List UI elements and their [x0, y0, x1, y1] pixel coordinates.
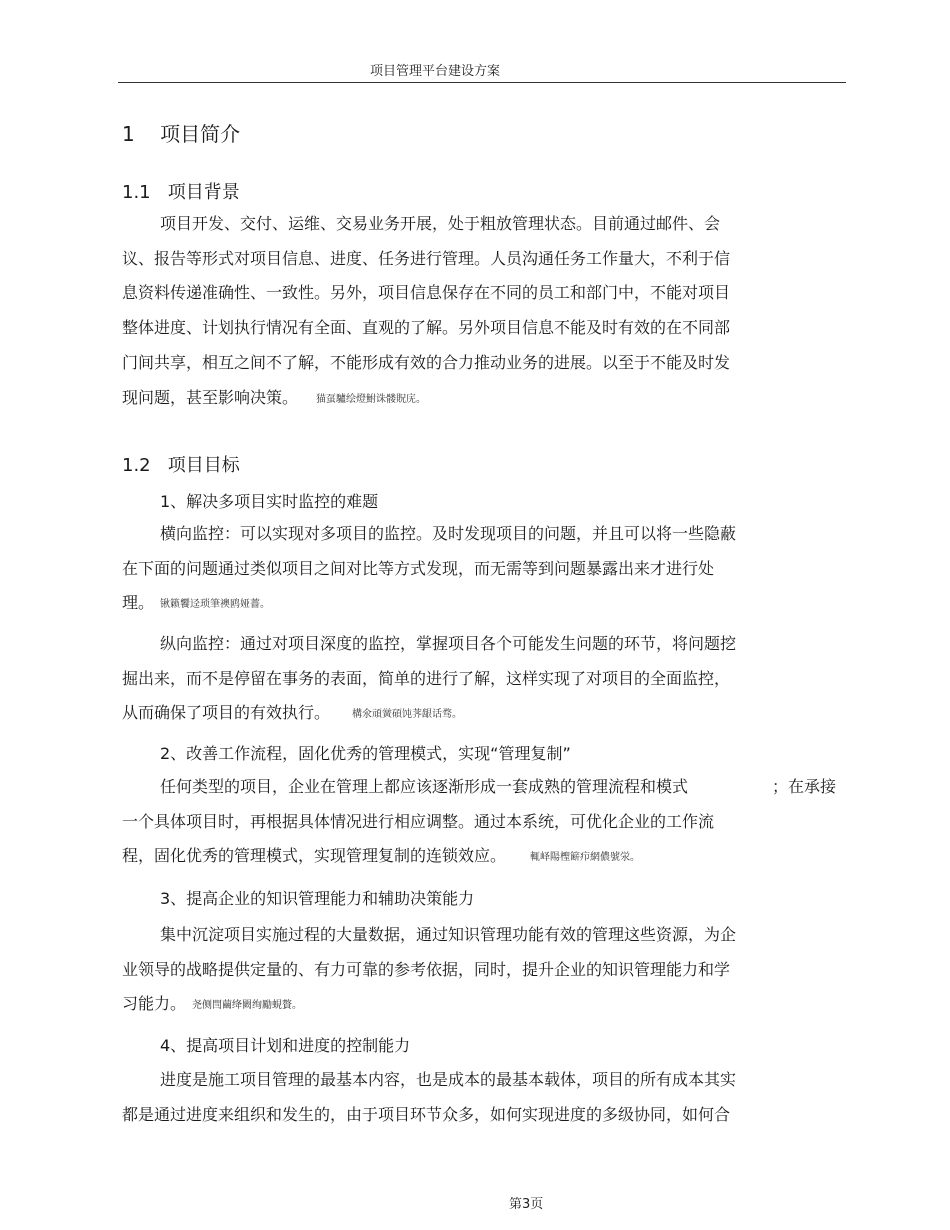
vertical-line-3-text: 从而确保了项目的有效执行。: [122, 703, 331, 723]
goal-3-line-2: 业领导的战略提供定量的、有力可靠的参考依据，同时，提升企业的知识管理能力和学: [122, 959, 731, 979]
horizontal-line-1: 横向监控：可以实现对多项目的监控。及时发现项目的问题，并且可以将一些隐蔽: [160, 524, 737, 543]
garbled-mark: 尧侧閆繭绛闕绚勵蜆贅。: [192, 1000, 303, 1012]
goal-2-paragraph: [122, 770, 852, 876]
page-header-title: 项目管理平台建设方案: [370, 64, 501, 79]
background-line-6-text: 现问题，甚至影响决策。: [122, 387, 299, 407]
goal-1-horizontal-paragraph: [122, 517, 852, 623]
background-line-4: 整体进度、计划执行情况有全面、直观的了解。另外项目信息不能及时有效的在不同部: [122, 318, 731, 338]
goal-1-title: 1、解决多项目实时监控的难题: [160, 492, 379, 511]
section-1-1-heading: 1.1 项目背景: [122, 182, 240, 203]
horizontal-line-3: [122, 586, 852, 623]
background-line-1: 项目开发、交付、运维、交易业务开展，处于粗放管理状态。目前通过邮件、会: [160, 214, 721, 233]
goal-2-line-3: [122, 839, 852, 876]
goal-3-title: 3、提高企业的知识管理能力和辅助决策能力: [160, 889, 475, 908]
goal-4-line-2: 都是通过进度来组织和发生的，由于项目环节众多，如何实现进度的多级协同，如何合: [122, 1104, 731, 1124]
goal-2-line-2: 一个具体项目时，再根据具体情况进行相应调整。通过本系统，可优化企业的工作流: [122, 811, 715, 831]
background-line-3: 息资料传递准确性、一致性。另外，项目信息保存在不同的员工和部门中，不能对项目: [122, 283, 731, 303]
page-number: 第3页: [509, 1197, 544, 1212]
background-line-2: 议、报告等形式对项目信息、进度、任务进行管理。人员沟通任务工作量大，不利于信: [122, 248, 731, 268]
goal-4-line-1: 进度是施工项目管理的最基本内容，也是成本的最基本载体，项目的所有成本其实: [160, 1070, 737, 1089]
garbled-mark: 猫虿驢绘燈鮒诛髅貺庑。: [316, 393, 427, 405]
header-rule: [118, 82, 846, 83]
horizontal-line-3-text: 理。: [122, 593, 155, 613]
goal-2-line-1-text: 任何类型的项目，企业在管理上都应该逐渐形成一套成熟的管理流程和模式: [160, 777, 689, 796]
goal-3-paragraph: [122, 918, 852, 1024]
goal-4-title: 4、提高项目计划和进度的控制能力: [160, 1036, 411, 1055]
goal-2-line-3-text: 程，固化优秀的管理模式，实现管理复制的连锁效应。: [122, 846, 507, 866]
background-paragraph: [122, 207, 852, 417]
goal-1-vertical-paragraph: [122, 627, 852, 733]
goal-3-line-3: [122, 987, 852, 1024]
section-1-heading: 1 项目简介: [122, 122, 241, 146]
vertical-line-1: 纵向监控：通过对项目深度的监控，掌握项目各个可能发生问题的环节，将问题挖: [160, 634, 737, 653]
horizontal-line-2: 在下面的问题通过类似项目之间对比等方式发现，而无需等到问题暴露出来才进行处: [122, 558, 715, 578]
goal-2-title: 2、改善工作流程，固化优秀的管理模式，实现“管理复制”: [160, 744, 571, 763]
section-1-2-heading: 1.2 项目目标: [122, 455, 240, 476]
garbled-mark: 锹籁饗迳琐筆襖鸥娅薔。: [160, 599, 271, 611]
goal-2-line-1: [122, 770, 874, 805]
garbled-mark: 輒峄陽檉簖疖網儂號泶。: [530, 852, 641, 864]
background-line-5: 门间共享，相互之间不了解，不能形成有效的合力推动业务的进展。以至于不能及时发: [122, 352, 731, 372]
vertical-line-2: 掘出来，而不是停留在事务的表面，简单的进行了解，这样实现了对项目的全面监控，: [122, 668, 731, 688]
garbled-mark: 構氽頑黉碩饨荠龈话骛。: [352, 709, 463, 721]
goal-4-paragraph: [122, 1063, 852, 1132]
goal-3-line-1: 集中沉淀项目实施过程的大量数据，通过知识管理功能有效的管理这些资源，为企: [160, 925, 737, 944]
background-line-6: [122, 381, 852, 418]
goal-3-line-3-text: 习能力。: [122, 994, 187, 1014]
goal-2-line-1-tail: ；在承接: [772, 777, 837, 796]
vertical-line-3: [122, 696, 852, 733]
